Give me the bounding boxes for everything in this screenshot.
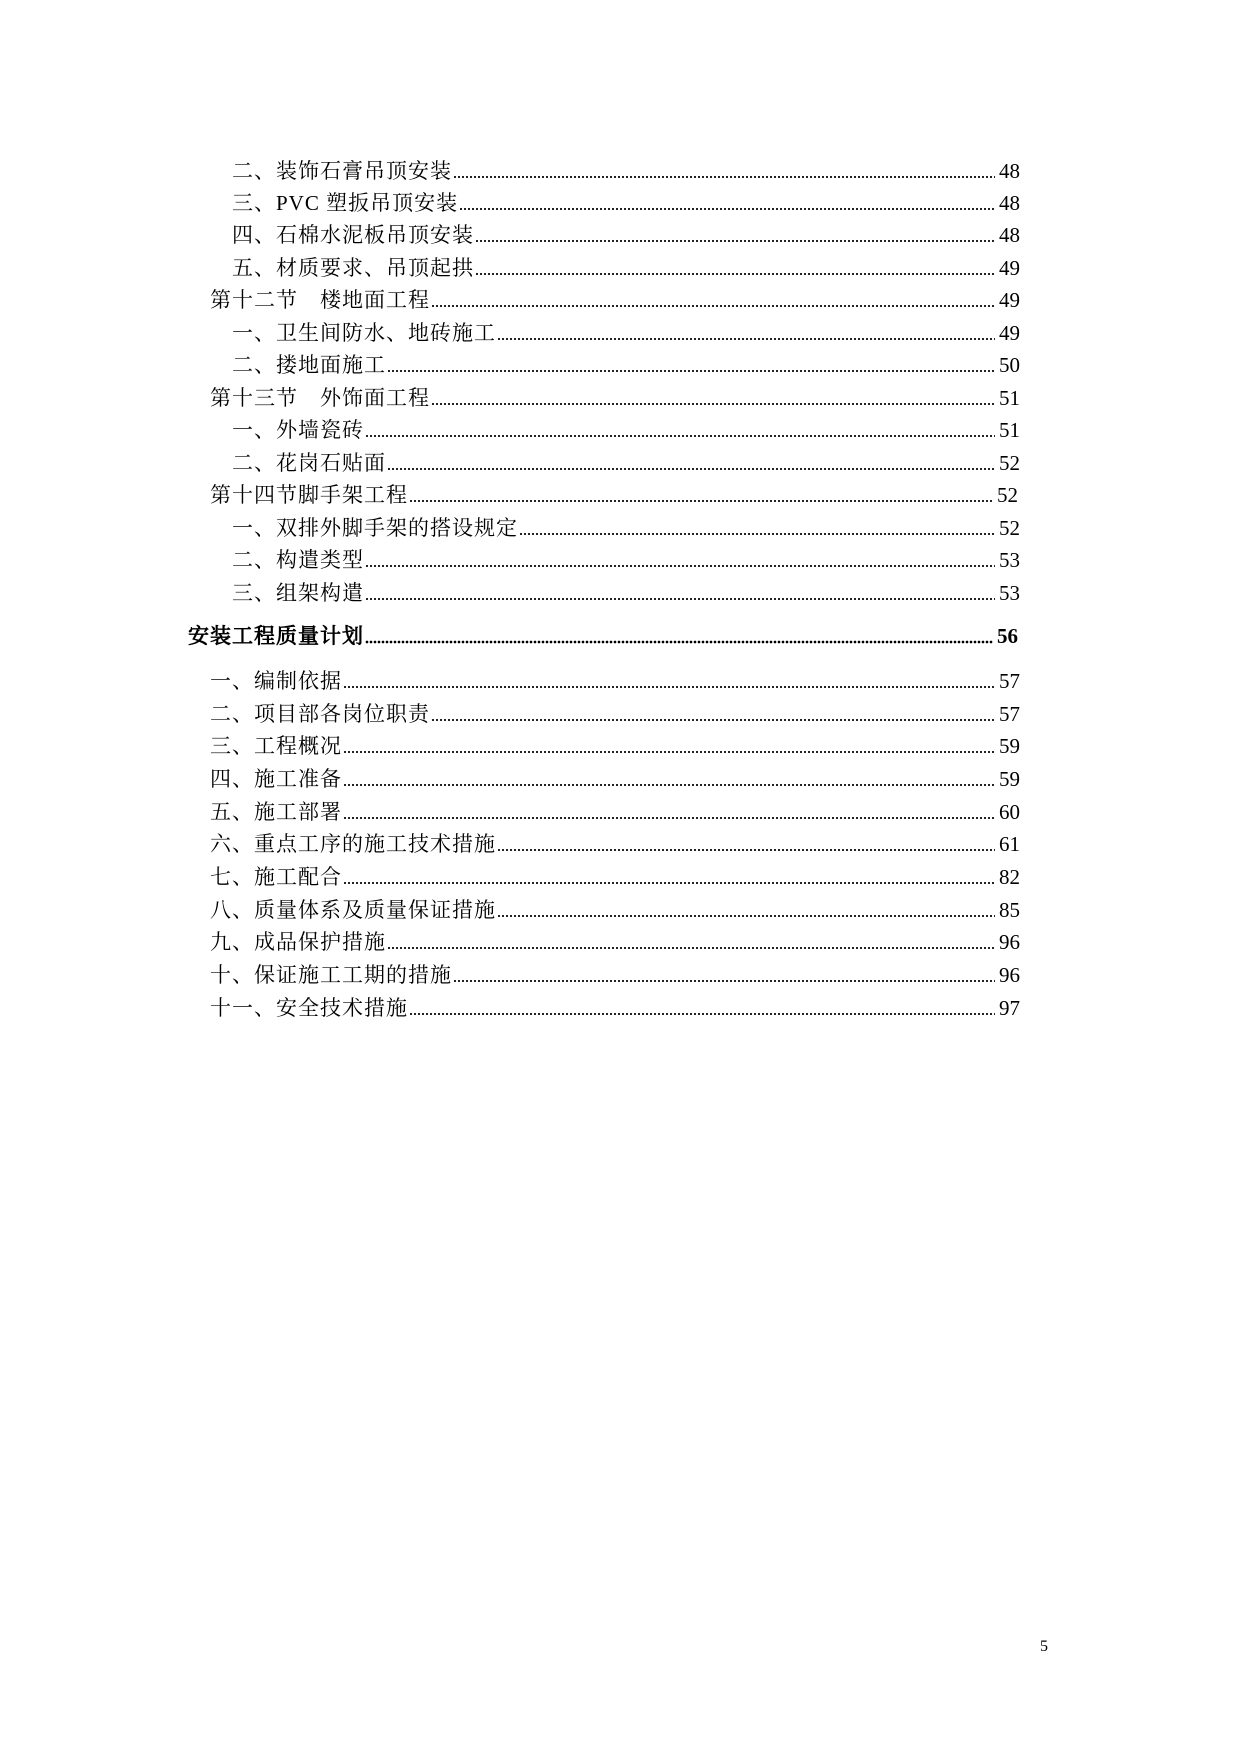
toc-entry[interactable]	[0, 350, 1240, 380]
toc-entry-page: 52	[997, 483, 1018, 507]
toc-entry[interactable]	[0, 764, 1240, 794]
toc-entry-page: 59	[999, 767, 1020, 791]
toc-dot-leader	[387, 369, 995, 373]
toc-entry[interactable]	[0, 318, 1240, 348]
toc-entry[interactable]	[0, 895, 1240, 925]
toc-entry-title: 第十二节 楼地面工程	[210, 288, 430, 312]
toc-entry-title: 第十四节脚手架工程	[210, 483, 408, 507]
toc-entry[interactable]	[0, 156, 1240, 186]
toc-entry-title: 二、搂地面施工	[232, 353, 386, 377]
toc-entry-title: 一、外墙瓷砖	[232, 418, 364, 442]
toc-dot-leader	[431, 304, 995, 308]
toc-dot-leader	[475, 272, 995, 276]
toc-dot-leader	[387, 467, 995, 471]
toc-dot-leader	[453, 175, 995, 179]
toc-entry[interactable]	[0, 731, 1240, 761]
toc-dot-leader	[431, 402, 995, 406]
toc-entry-page: 48	[999, 223, 1020, 247]
toc-entry[interactable]	[0, 699, 1240, 729]
toc-entry-page: 57	[999, 669, 1020, 693]
toc-entry-title: 七、施工配合	[210, 865, 342, 889]
toc-entry[interactable]	[0, 862, 1240, 892]
toc-dot-leader	[475, 239, 995, 243]
toc-entry-page: 48	[999, 159, 1020, 183]
toc-entry-page: 96	[999, 930, 1020, 954]
toc-entry[interactable]	[0, 383, 1240, 413]
toc-entry-title: 第十三节 外饰面工程	[210, 386, 430, 410]
toc-dot-leader	[365, 597, 995, 601]
toc-entry-page: 51	[999, 418, 1020, 442]
toc-entry[interactable]	[0, 797, 1240, 827]
toc-entry[interactable]	[0, 480, 1240, 510]
toc-entry-title: 一、编制依据	[210, 669, 342, 693]
toc-dot-leader	[497, 848, 995, 852]
toc-dot-leader	[365, 434, 995, 438]
toc-entry[interactable]	[0, 415, 1240, 445]
toc-entry-page: 49	[999, 321, 1020, 345]
toc-entry-title: 二、项目部各岗位职责	[210, 702, 430, 726]
toc-entry-page: 49	[999, 288, 1020, 312]
toc-entry-title: 五、施工部署	[210, 800, 342, 824]
toc-entry-page: 52	[999, 451, 1020, 475]
toc-entry-page: 50	[999, 353, 1020, 377]
toc-dot-leader	[343, 685, 995, 689]
toc-entry-title: 三、PVC 塑扳吊顶安装	[232, 191, 459, 215]
toc-entry[interactable]	[0, 960, 1240, 990]
toc-entry-page: 59	[999, 734, 1020, 758]
toc-entry-page: 60	[999, 800, 1020, 824]
toc-entry[interactable]	[0, 448, 1240, 478]
toc-entry-page: 49	[999, 256, 1020, 280]
toc-entry[interactable]	[0, 513, 1240, 543]
toc-entry-title: 九、成品保护措施	[210, 930, 386, 954]
toc-entry-title: 二、装饰石膏吊顶安装	[232, 159, 452, 183]
toc-entry[interactable]	[0, 993, 1240, 1023]
toc-dot-leader	[365, 564, 995, 568]
toc-entry-title: 二、构遣类型	[232, 548, 364, 572]
page-number: 5	[1040, 1638, 1048, 1655]
toc-entry-page: 57	[999, 702, 1020, 726]
toc-entry[interactable]	[0, 220, 1240, 250]
toc-entry-title: 三、工程概况	[210, 734, 342, 758]
toc-dot-leader	[343, 750, 995, 754]
toc-dot-leader	[497, 914, 995, 918]
toc-dot-leader	[365, 640, 993, 644]
toc-entry-title: 三、组架构遣	[232, 581, 364, 605]
toc-entry-title: 十、保证施工工期的措施	[210, 963, 452, 987]
toc-dot-leader	[409, 1012, 995, 1016]
toc-dot-leader	[343, 816, 995, 820]
toc-entry-page: 53	[999, 581, 1020, 605]
toc-entry-page: 96	[999, 963, 1020, 987]
toc-entry[interactable]	[0, 253, 1240, 283]
toc-entry[interactable]	[0, 829, 1240, 859]
toc-entry-title: 四、石棉水泥板吊顶安装	[232, 223, 474, 247]
toc-entry-page: 56	[997, 624, 1018, 648]
toc-dot-leader	[343, 881, 995, 885]
toc-entry[interactable]	[0, 285, 1240, 315]
toc-entry-title: 一、双排外脚手架的搭设规定	[232, 516, 518, 540]
toc-entry-page: 82	[999, 865, 1020, 889]
toc-dot-leader	[343, 783, 995, 787]
toc-dot-leader	[387, 946, 995, 950]
toc-entry[interactable]	[0, 927, 1240, 957]
toc-entry-page: 48	[999, 191, 1020, 215]
toc-dot-leader	[519, 532, 995, 536]
toc-entry-title: 一、卫生间防水、地砖施工	[232, 321, 496, 345]
toc-dot-leader	[497, 337, 995, 341]
toc-dot-leader	[459, 207, 995, 211]
toc-entry-page: 52	[999, 516, 1020, 540]
toc-entry-title: 五、材质要求、吊顶起拱	[232, 256, 474, 280]
toc-entry-title: 安装工程质量计划	[188, 624, 364, 648]
toc-entry-title: 十一、安全技术措施	[210, 996, 408, 1020]
toc-entry-page: 53	[999, 548, 1020, 572]
toc-entry-page: 51	[999, 386, 1020, 410]
toc-entry[interactable]	[0, 578, 1240, 608]
toc-entry-title: 二、花岗石贴面	[232, 451, 386, 475]
toc-entry-title: 六、重点工序的施工技术措施	[210, 832, 496, 856]
toc-entry[interactable]	[0, 188, 1240, 218]
toc-dot-leader	[431, 718, 995, 722]
toc-entry-page: 97	[999, 996, 1020, 1020]
toc-dot-leader	[453, 979, 995, 983]
toc-entry-page: 85	[999, 898, 1020, 922]
toc-entry-chapter[interactable]	[0, 621, 1240, 651]
toc-entry-title: 四、施工准备	[210, 767, 342, 791]
toc-entry[interactable]	[0, 666, 1240, 696]
toc-dot-leader	[409, 499, 993, 503]
toc-entry[interactable]	[0, 545, 1240, 575]
toc-entry-title: 八、质量体系及质量保证措施	[210, 898, 496, 922]
toc-entry-page: 61	[999, 832, 1020, 856]
